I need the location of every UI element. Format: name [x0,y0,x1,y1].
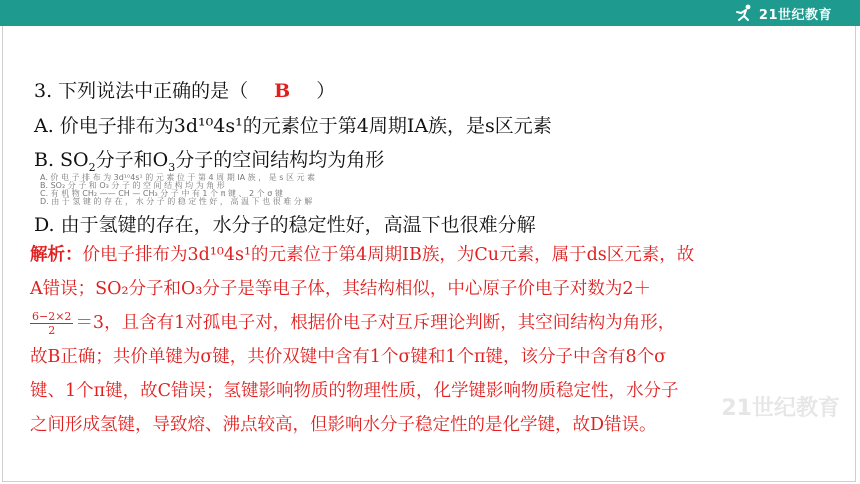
question-stem: 3. 下列说法中正确的是（ B ） [34,80,336,102]
watermark: 21世纪教育 [721,396,840,421]
overlap-line: D. 由 于 氢 键 的 存 在 ， 水 分 子 的 稳 定 性 好 ， 高 温 下 也 很 难 分 解 [40,197,313,206]
brand-logo [733,3,832,23]
analysis-label: 解析： [30,245,83,265]
overlap-line: C. 有 机 物 CH₂ —— CH — CH₃ 分 子 中 有 1 个 π 键 、 2 个 σ 键 [40,189,283,198]
option-a: A. 价电子排布为3d¹⁰4s¹的元素位于第4周期ⅠA族，是s区元素 [34,115,552,137]
overlapping-small-text [40,174,315,206]
analysis-line: A错误；SO₂分子和O₃分子是等电子体，其结构相似，中心原子价电子对数为2＋ [30,279,651,299]
fraction: $\frac{6-2\times 2}{2}$ [32,310,72,337]
runner-icon [733,4,755,22]
analysis-line: 之间形成氢键，导致熔、沸点较高，但影响水分子稳定性的是化学键，故D错误。 [30,415,657,435]
analysis-line: 键、1个π键，故C错误；氢键影响物质的物理性质，化学键影响物质稳定性，水分子 [30,381,679,401]
overlap-line: B. SO₂ 分 子 和 O₃ 分 子 的 空 间 结 构 均 为 角 形 [40,181,225,190]
option-d: D. 由于氢键的存在，水分子的稳定性好，高温下也很难分解 [34,214,536,236]
analysis-line: 故B正确；共价单键为σ键，共价双键中含有1个σ键和1个π键，该分子中含有8个σ [30,347,667,367]
analysis-line: 解析：价电子排布为3d¹⁰4s¹的元素位于第4周期IB族，为Cu元素，属于ds区元素，故 [30,245,695,265]
answer-mark: B [274,80,291,102]
header-bar [0,0,860,26]
analysis-line: $\frac{6-2\times 2}{2}$ ＝3，且含有1对孤电子对，根据价电子对互斥理论判断，其空间结构为角形， [32,310,676,337]
overlap-line: A. 价 电 子 排 布 为 3d¹⁰4s¹ 的 元 素 位 于 第 4 周 期 IA 族 ， 是 s 区 元 素 [40,173,316,182]
option-b: B. $SO_2$分子和$O_3$分子的空间结构均为角形 [34,149,385,174]
logo-text: 21世纪教育 [758,7,832,23]
analysis-block [30,238,830,442]
